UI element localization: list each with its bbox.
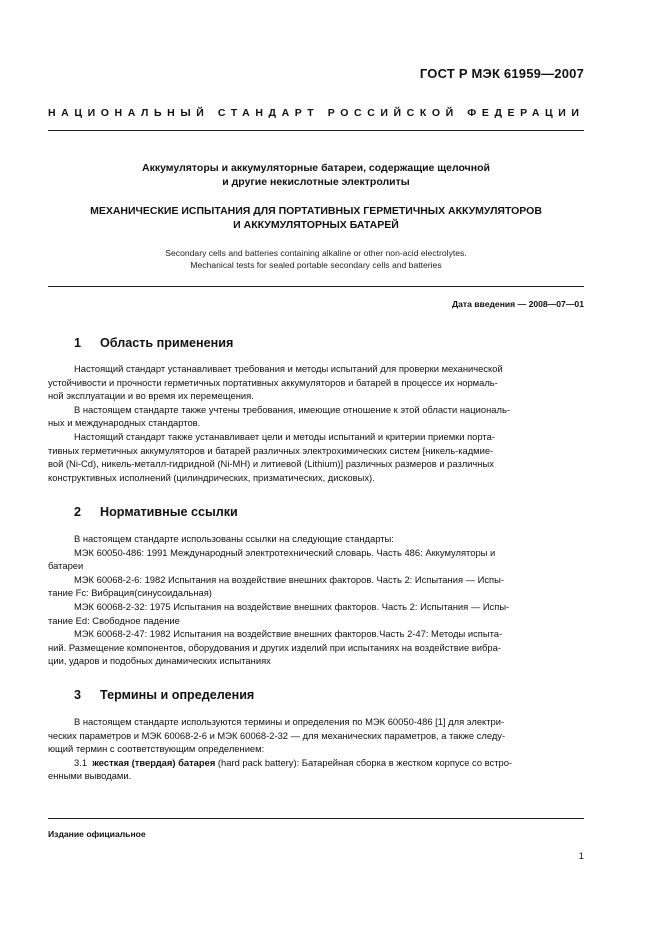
reference-line: МЭК 60050-486: 1991 Международный электротехнический словарь. Часть 486: Аккумуляторы и [74, 546, 496, 558]
title-line-2: и другие некислотные электролиты [222, 176, 410, 188]
section-2-heading [48, 505, 238, 519]
paragraph-line: ющий термин с соответствующим определением: [48, 743, 265, 755]
edition-label: Издание официальное [48, 829, 146, 839]
subtitle-russian [48, 204, 584, 232]
section-2-number: 2 [74, 505, 82, 519]
gost-code: ГОСТ Р МЭК 61959—2007 [419, 66, 584, 81]
paragraph-line: Настоящий стандарт также устанавливает цели и методы испытаний и критерии приемки порта- [74, 430, 495, 442]
paragraph-line: вой (Ni-Cd), никель-металл-гидридной (Ni-MH) и литиевой (Lithium)] различных размеров и различных [48, 458, 494, 470]
reference-line: ний. Размещение компонентов, оборудования и других изделий при испытаниях на воздействие вибра- [48, 641, 501, 653]
reference-line: МЭК 60068-2-32: 1975 Испытания на воздействие внешних факторов. Часть 2: Испытания — Испы- [74, 600, 510, 612]
top-divider [48, 130, 584, 131]
national-standard-heading: НАЦИОНАЛЬНЫЙ СТАНДАРТ РОССИЙСКОЙ ФЕДЕРАЦИИ [48, 107, 585, 119]
reference-line: батареи [48, 560, 84, 572]
subtitle-line-2: И АККУМУЛЯТОРНЫХ БАТАРЕЙ [233, 219, 399, 231]
paragraph-line: Настоящий стандарт устанавливает требования и методы испытаний для проверки механической [74, 363, 503, 374]
term-definition-line [48, 756, 584, 770]
term-number: 3.1 [74, 756, 88, 768]
section-1-title: Область применения [100, 336, 234, 350]
section-1-number: 1 [74, 336, 82, 350]
term-definition-continued: енными выводами. [48, 770, 132, 782]
reference-line: ции, ударов и подобных динамических испытаниях [48, 655, 271, 667]
section-1-heading [48, 336, 233, 350]
section-2-title: Нормативные ссылки [100, 505, 238, 519]
section-3-body [48, 715, 584, 783]
reference-line: МЭК 60068-2-47: 1982 Испытания на воздействие внешних факторов.Часть 2-47: Методы испыта- [74, 628, 503, 640]
reference-line: тание Ed: Свободное падение [48, 614, 180, 626]
page-number: 1 [578, 850, 584, 861]
section-3-title: Термины и определения [100, 688, 255, 702]
term-name: жесткая (твердая) батарея [92, 756, 216, 768]
section-3-number: 3 [74, 688, 82, 702]
reference-line: тание Fc: Вибрация(синусоидальная) [48, 587, 212, 599]
title-english [48, 247, 584, 271]
paragraph-line: устойчивости и прочности герметичных портативных аккумуляторов и батарей в процессе их нормаль- [48, 376, 498, 388]
english-title-line-2: Mechanical tests for sealed portable secondary cells and batteries [190, 260, 442, 270]
middle-divider [48, 286, 584, 287]
paragraph-line: ческих параметров и МЭК 60068-2-6 и МЭК 60068-2-32 — для механических параметров, а также следу- [48, 729, 506, 741]
footer-divider [48, 818, 584, 819]
paragraph-line: В настоящем стандарте также учтены требования, имеющие отношение к этой области националь- [74, 403, 510, 415]
intro-date: Дата введения — 2008—07—01 [451, 299, 584, 309]
english-title-line-1: Secondary cells and batteries containing alkaline or other non-acid electrolytes. [165, 248, 467, 258]
reference-line: МЭК 60068-2-6: 1982 Испытания на воздействие внешних факторов. Часть 2: Испытания — Испы- [74, 573, 504, 585]
section-1-body [48, 362, 584, 484]
subtitle-line-1: МЕХАНИЧЕСКИЕ ИСПЫТАНИЯ ДЛЯ ПОРТАТИВНЫХ ГЕРМЕТИЧНЫХ АККУМУЛЯТОРОВ [90, 205, 542, 217]
paragraph-line: тивных герметичных аккумуляторов и батарей различных электрохимических систем [никель-кадмие- [48, 444, 494, 456]
term-definition: (hard pack battery): Батарейная сборка в жестком корпусе со встро- [215, 756, 513, 768]
title-russian [48, 161, 584, 189]
paragraph-line: ных и международных стандартов. [48, 417, 201, 429]
section-3-heading [48, 688, 254, 702]
paragraph-line: В настоящем стандарте используются термины и определения по МЭК 60050-486 [1] для электри- [74, 716, 505, 727]
title-line-1: Аккумуляторы и аккумуляторные батареи, содержащие щелочной [141, 162, 490, 174]
paragraph-line: ной эксплуатации и во время их перемещения. [48, 390, 254, 402]
paragraph-line: конструктивных исполнений (цилиндрических, призматических, дисковых). [48, 471, 375, 483]
section-2-body [48, 532, 584, 668]
paragraph-line: В настоящем стандарте использованы ссылки на следующие стандарты: [74, 533, 394, 544]
